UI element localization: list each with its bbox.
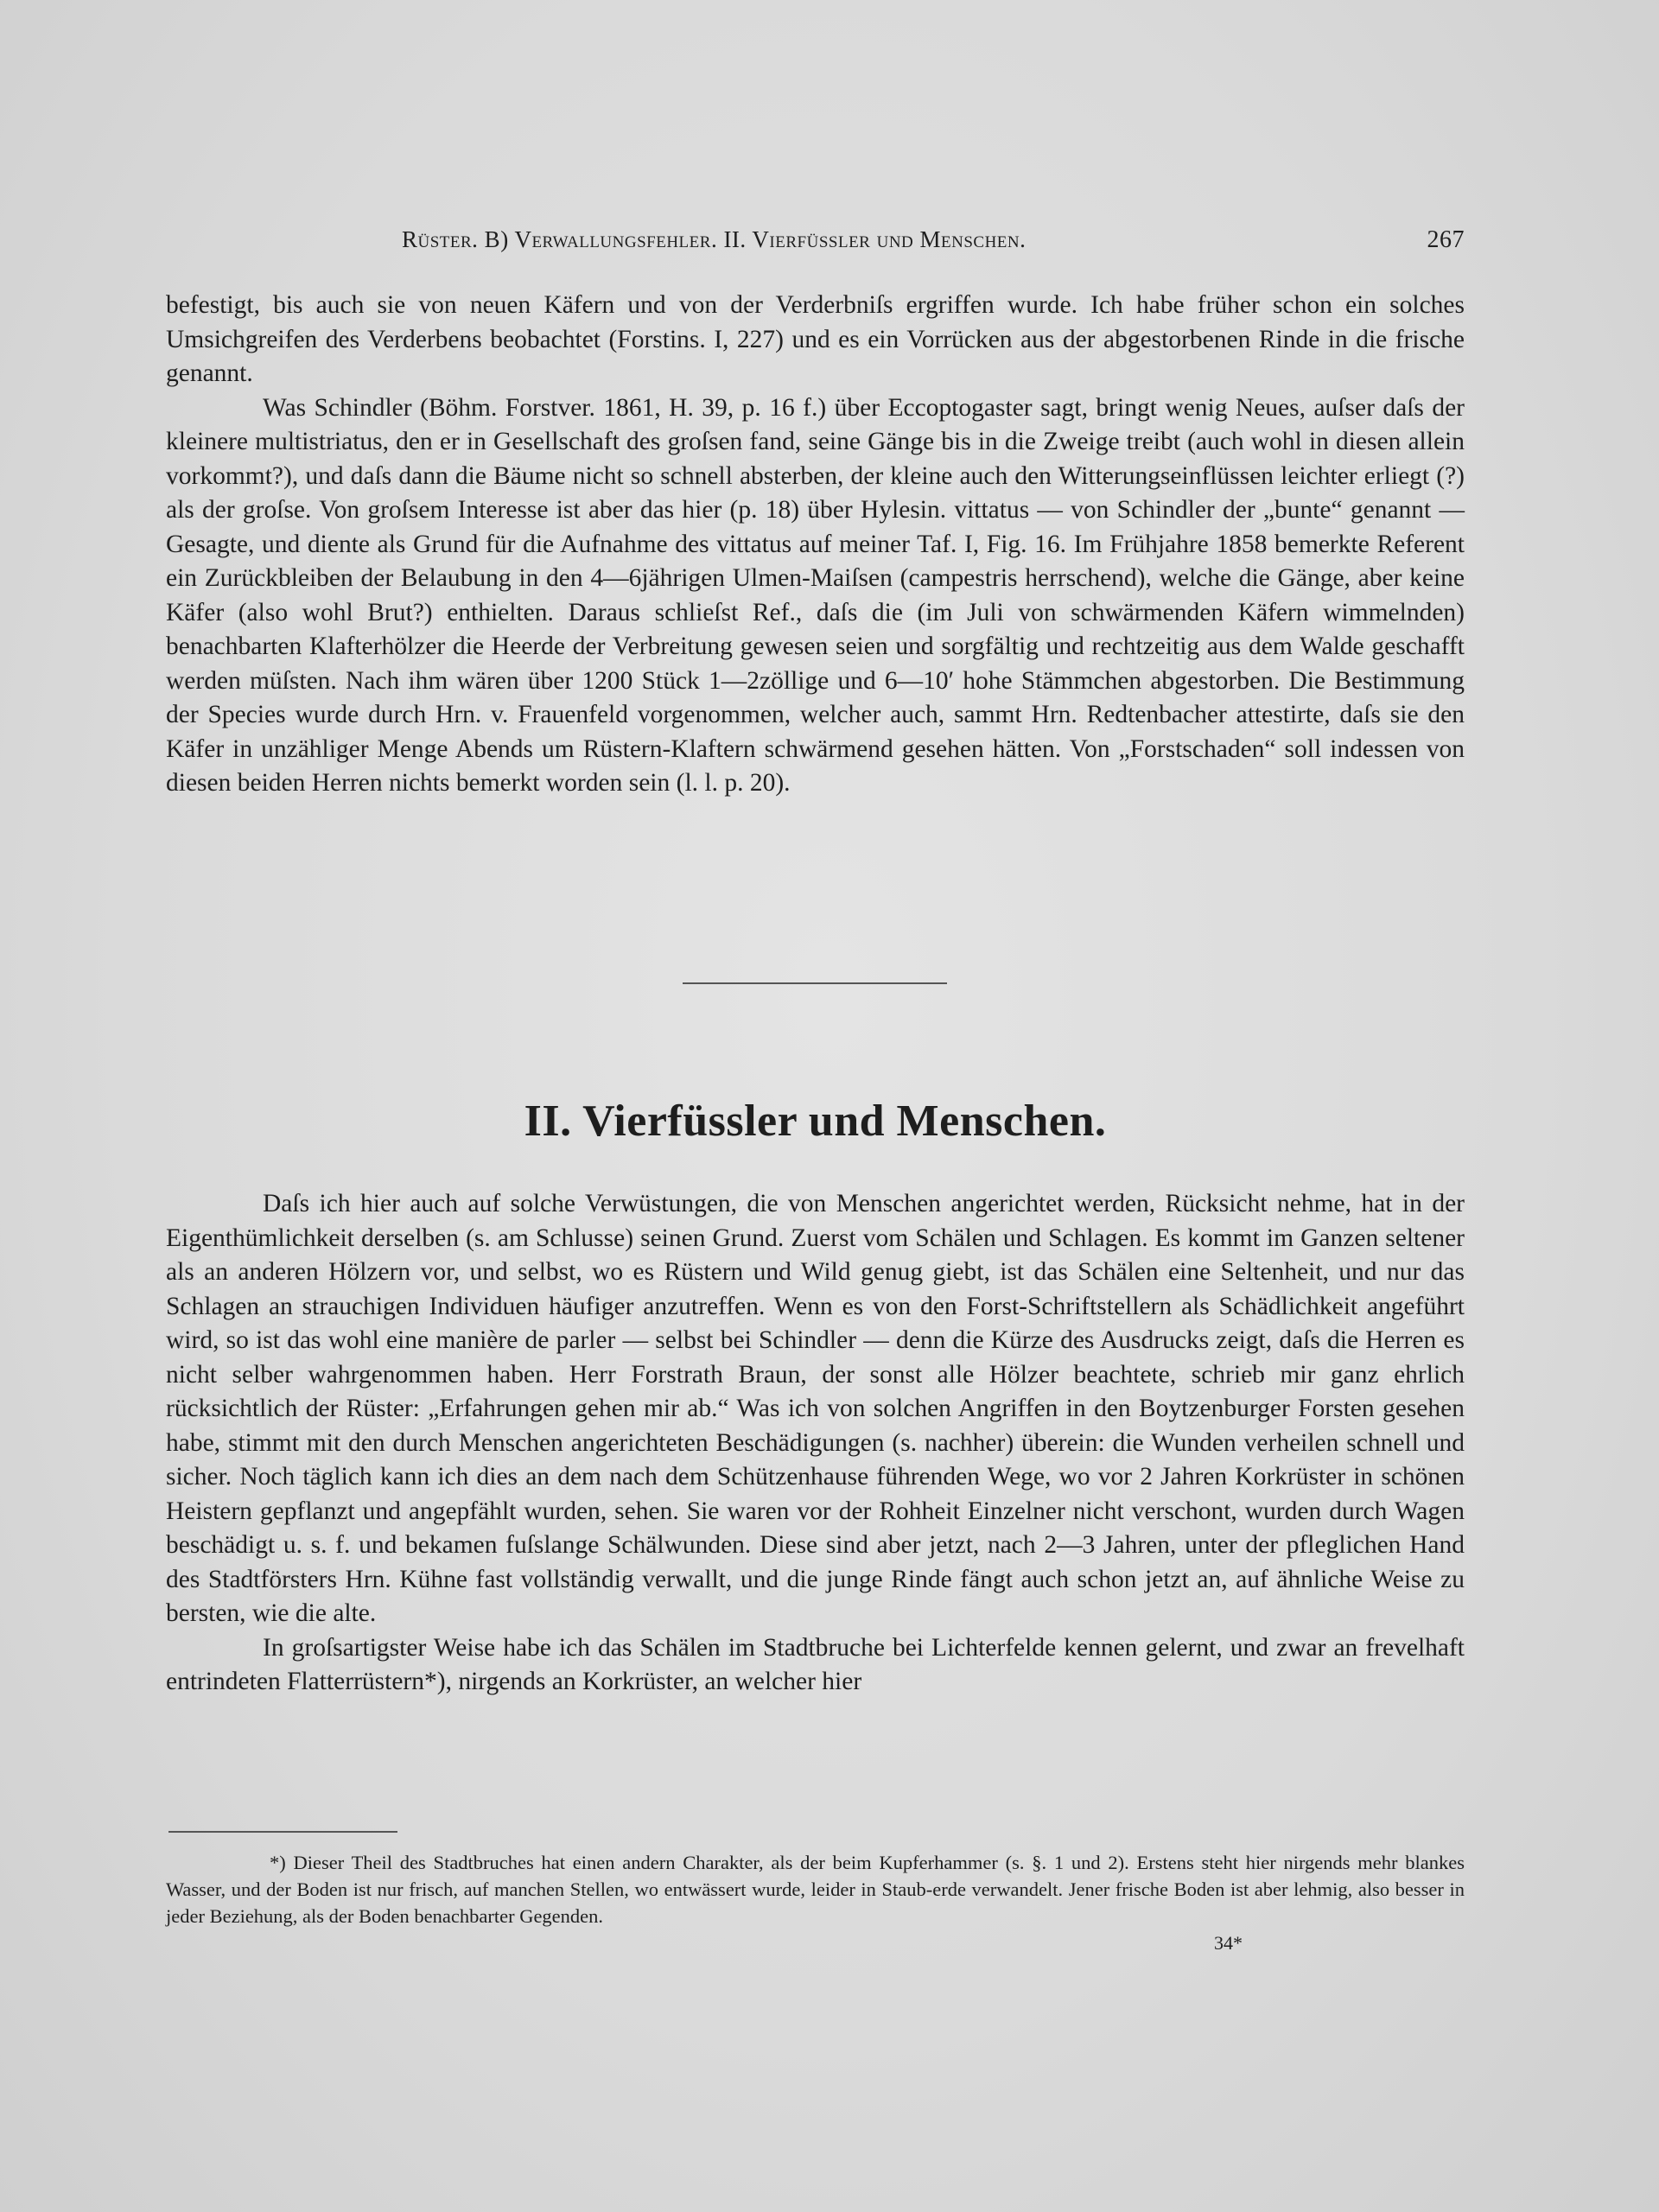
- paragraph: In groſsartigster Weise habe ich das Schälen im Stadtbruche bei Lichterfelde kennen gelernt, und zwar an frevelhaft entrindeten Flatterrüstern*), nirgends an Korkrüster, an welcher hier: [166, 1633, 1465, 1695]
- footnote: [166, 1849, 1465, 1929]
- signature-mark: 34*: [1214, 1932, 1243, 1954]
- running-head: [168, 226, 1465, 261]
- footnote-rule: [168, 1831, 397, 1833]
- section-divider: [683, 982, 947, 984]
- footnote-text: *) Dieser Theil des Stadtbruches hat einen andern Charakter, als der beim Kupferhammer (s. §. 1 und 2). Erstens steht hier nirgends mehr blankes Wasser, und der Boden ist nur frisch, auf manchen Stellen, wo entwässert wurde, leider in Staub-erde verwandelt. Jener frische Boden ist aber lehmig, also besser in jeder Beziehung, als der Boden benachbarter Gegenden.: [166, 1852, 1465, 1927]
- body-text-section: [166, 1187, 1465, 1700]
- running-head-title: Rüster. B) Verwallungsfehler. II. Vierfüssler und Menschen.: [402, 226, 1027, 252]
- body-text-continuation: [166, 289, 1465, 801]
- page-number: 267: [1427, 226, 1465, 253]
- paragraph: Daſs ich hier auch auf solche Verwüstungen, die von Menschen angerichtet werden, Rücksicht nehme, hat in der Eigenthümlichkeit derselben (s. am Schlusse) seinen Grund. Zuerst vom Schälen und Schlagen. Es kommt im Ganzen seltener als an anderen Hölzern vor, und selbst, wo es Rüstern und Wild genug giebt, ist das Schälen eine Seltenheit, und nur das Schlagen an strauchigen Individuen häufiger anzutreffen. Wenn es von den Forst-Schriftstellern als Schädlichkeit angeführt wird, so ist das wohl eine manière de parler — selbst bei Schindler — denn die Kürze des Ausdrucks zeigt, daſs die Herren es nicht selber wahrgenommen haben. Herr Forstrath Braun, der sonst alle Hölzer beachtete, schrieb mir ganz ehrlich rücksichtlich der Rüster: „Erfahrungen gehen mir ab.“ Was ich von solchen Angriffen in den Boytzenburger Forsten gesehen habe, stimmt mit den durch Menschen angerichteten Beschädigungen (s. nachher) überein: die Wunden verheilen schnell und sicher. Noch täglich kann ich dies an dem nach dem Schützenhause führenden Wege, wo vor 2 Jahren Korkrüster in schönen Heistern gepflanzt und angepfählt wurden, sehen. Sie waren vor der Rohheit Einzelner nicht verschont, wurden durch Wagen beschädigt u. s. f. und bekamen fuſslange Schälwunden. Diese sind aber jetzt, nach 2—3 Jahren, unter der pfleglichen Hand des Stadtförsters Hrn. Kühne fast vollständig verwallt, und die junge Rinde fängt auch schon jetzt an, auf ähnliche Weise zu bersten, wie die alte.: [166, 1190, 1465, 1627]
- paragraph: Was Schindler (Böhm. Forstver. 1861, H. 39, p. 16 f.) über Eccoptogaster sagt, bringt wenig Neues, auſser daſs der kleinere multistriatus, den er in Gesellschaft des groſsen fand, seine Gänge bis in die Zweige treibt (auch wohl in diesen allein vorkommt?), und daſs dann die Bäume nicht so schnell absterben, der kleine auch den Witterungseinflüssen leichter erliegt (?) als der groſse. Von groſsem Interesse ist aber das hier (p. 18) über Hylesin. vittatus — von Schindler der „bunte“ genannt — Gesagte, und diente als Grund für die Aufnahme des vittatus auf meiner Taf. I, Fig. 16. Im Frühjahre 1858 bemerkte Referent ein Zurückbleiben der Belaubung in den 4—6jährigen Ulmen-Maiſsen (campestris herrschend), welche die Gänge, aber keine Käfer (also wohl Brut?) enthielten. Daraus schlieſst Ref., daſs die (im Juli von schwärmenden Käfern wimmelnden) benachbarten Klafterhölzer die Heerde der Verbreitung gewesen seien und sorgfältig und rechtzeitig aus dem Walde geschafft werden müſsten. Nach ihm wären über 1200 Stück 1—2zöllige und 6—10′ hohe Stämmchen abgestorben. Die Bestimmung der Species wurde durch Hrn. v. Frauenfeld vorgenommen, welcher auch, sammt Hrn. Redtenbacher attestirte, daſs sie den Käfer in unzähliger Menge Abends um Rüstern-Klaftern schwärmend gesehen hätten. Von „Forstschaden“ soll indessen von diesen beiden Herren nichts bemerkt worden sein (l. l. p. 20).: [166, 393, 1465, 797]
- section-heading: II. Vierfüssler und Menschen.: [524, 1096, 1107, 1146]
- paragraph: befestigt, bis auch sie von neuen Käfern und von der Verderbniſs ergriffen wurde. Ich habe früher schon ein solches Umsichgreifen des Verderbens beobachtet (Forstins. I, 227) und es ein Vorrücken aus der abgestorbenen Rinde in die frische genannt.: [166, 291, 1465, 387]
